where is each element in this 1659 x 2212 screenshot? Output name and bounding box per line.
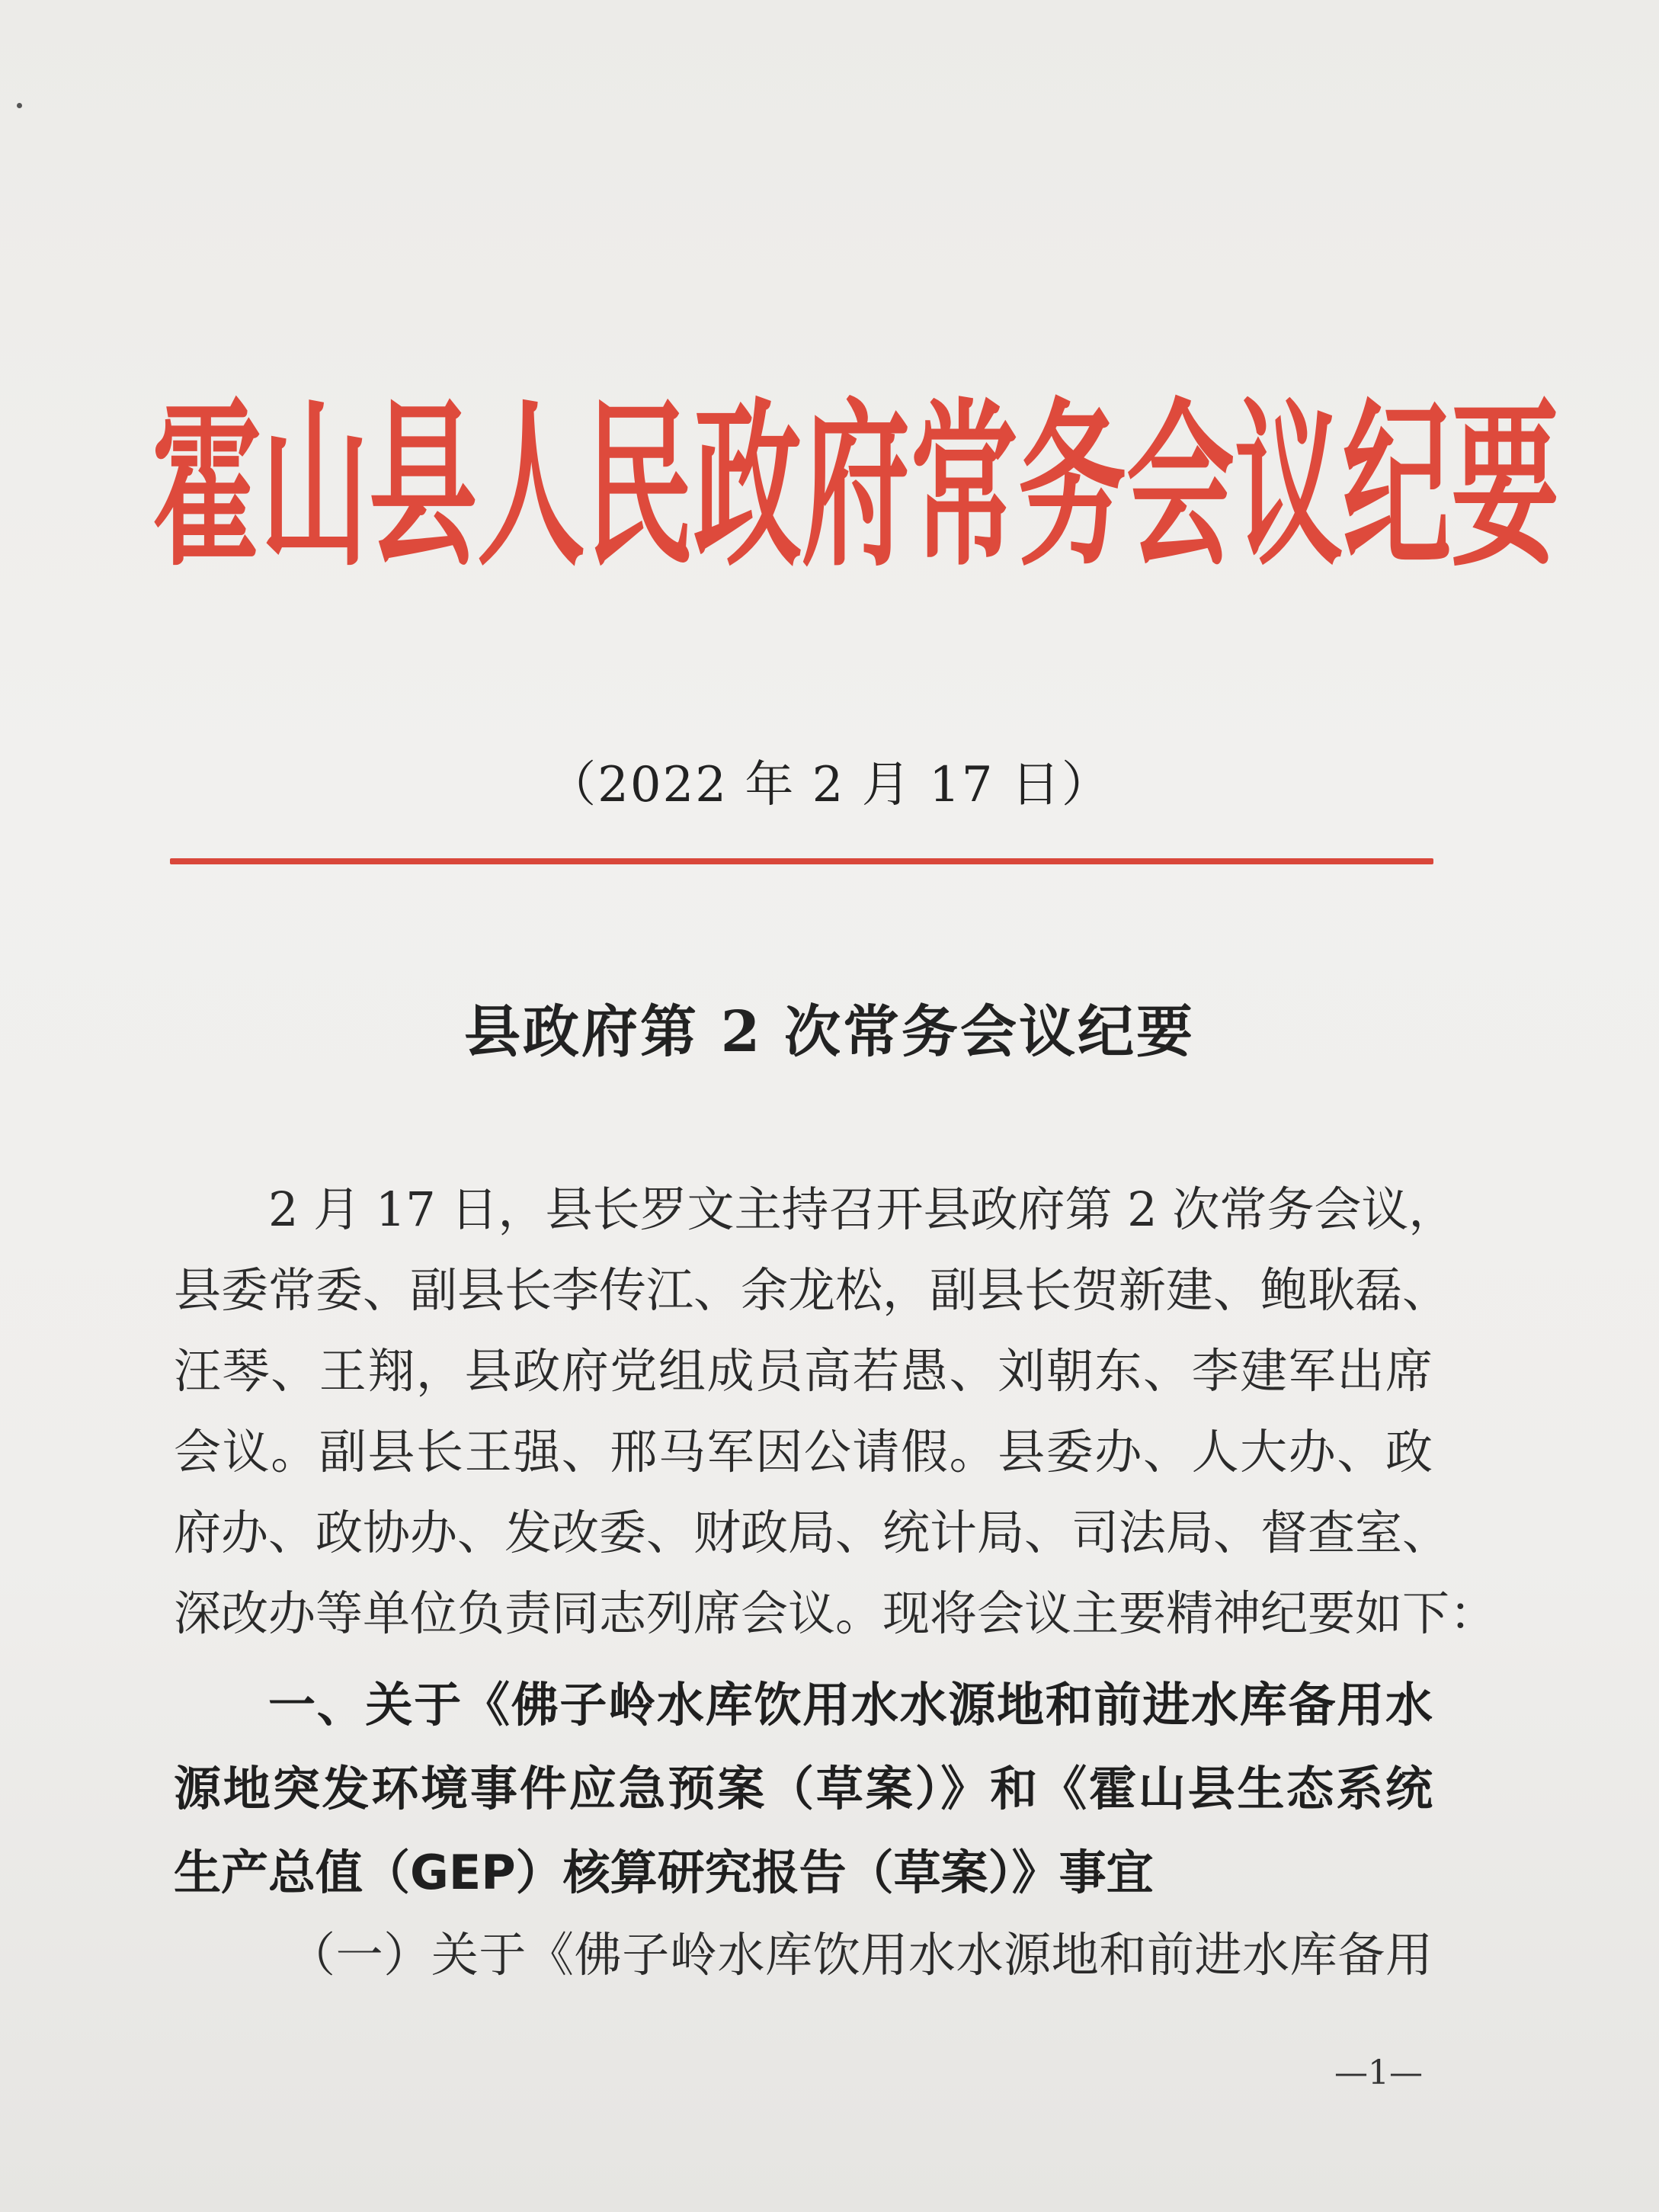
masthead-char: 会 [1126,383,1235,591]
body-line: 2 月 17 日，县长罗文主持召开县政府第 2 次常务会议， [268,1181,1456,1237]
masthead-char: 府 [802,383,910,591]
body-line: 汪琴、王翔，县政府党组成员高若愚、刘朝东、李建军出席 [174,1343,1433,1399]
masthead-char: 纪 [1343,383,1451,591]
masthead-char: 山 [261,383,369,591]
masthead-char: 县 [369,383,477,591]
subsection-line: （一）关于《佛子岭水库饮用水水源地和前进水库备用 [288,1927,1433,1983]
red-divider-rule [170,858,1433,864]
masthead-title [152,358,1559,617]
body-paragraph [174,1169,1497,1654]
masthead-char: 议 [1235,383,1343,591]
masthead-char: 人 [477,383,585,591]
section-heading-line: 生产总值（GEP）核算研究报告（草案）》事宜 [174,1845,1154,1900]
masthead-char: 民 [585,383,693,591]
body-line: 会议。副县长王强、邢马军因公请假。县委办、人大办、政 [174,1424,1433,1479]
masthead-char: 霍 [152,383,261,591]
section-heading-line: 一、关于《佛子岭水库饮用水水源地和前进水库备用水 [268,1677,1433,1733]
body-line: 府办、政协办、发改委、财政局、统计局、司法局、督查室、 [174,1505,1450,1560]
body-line: 县委常委、副县长李传江、余龙松，副县长贺新建、鲍耿磊、 [174,1262,1450,1318]
subsection-heading [174,1915,1433,1996]
section-heading-line: 源地突发环境事件应急预案（草案）》和《霍山县生态系统 [174,1761,1433,1816]
section-heading [174,1663,1433,1915]
meeting-date: （2022 年 2 月 17 日） [547,757,1112,813]
body-line: 深改办等单位负责同志列席会议。现将会议主要精神纪要如下： [174,1585,1497,1641]
masthead-char: 常 [910,383,1018,591]
paper-speck [17,103,22,108]
masthead-char: 政 [693,383,802,591]
masthead-char: 要 [1451,383,1559,591]
page-number: —1— [1334,2053,1423,2092]
masthead-char: 务 [1018,383,1126,591]
document-title: 县政府第 2 次常务会议纪要 [463,999,1195,1065]
